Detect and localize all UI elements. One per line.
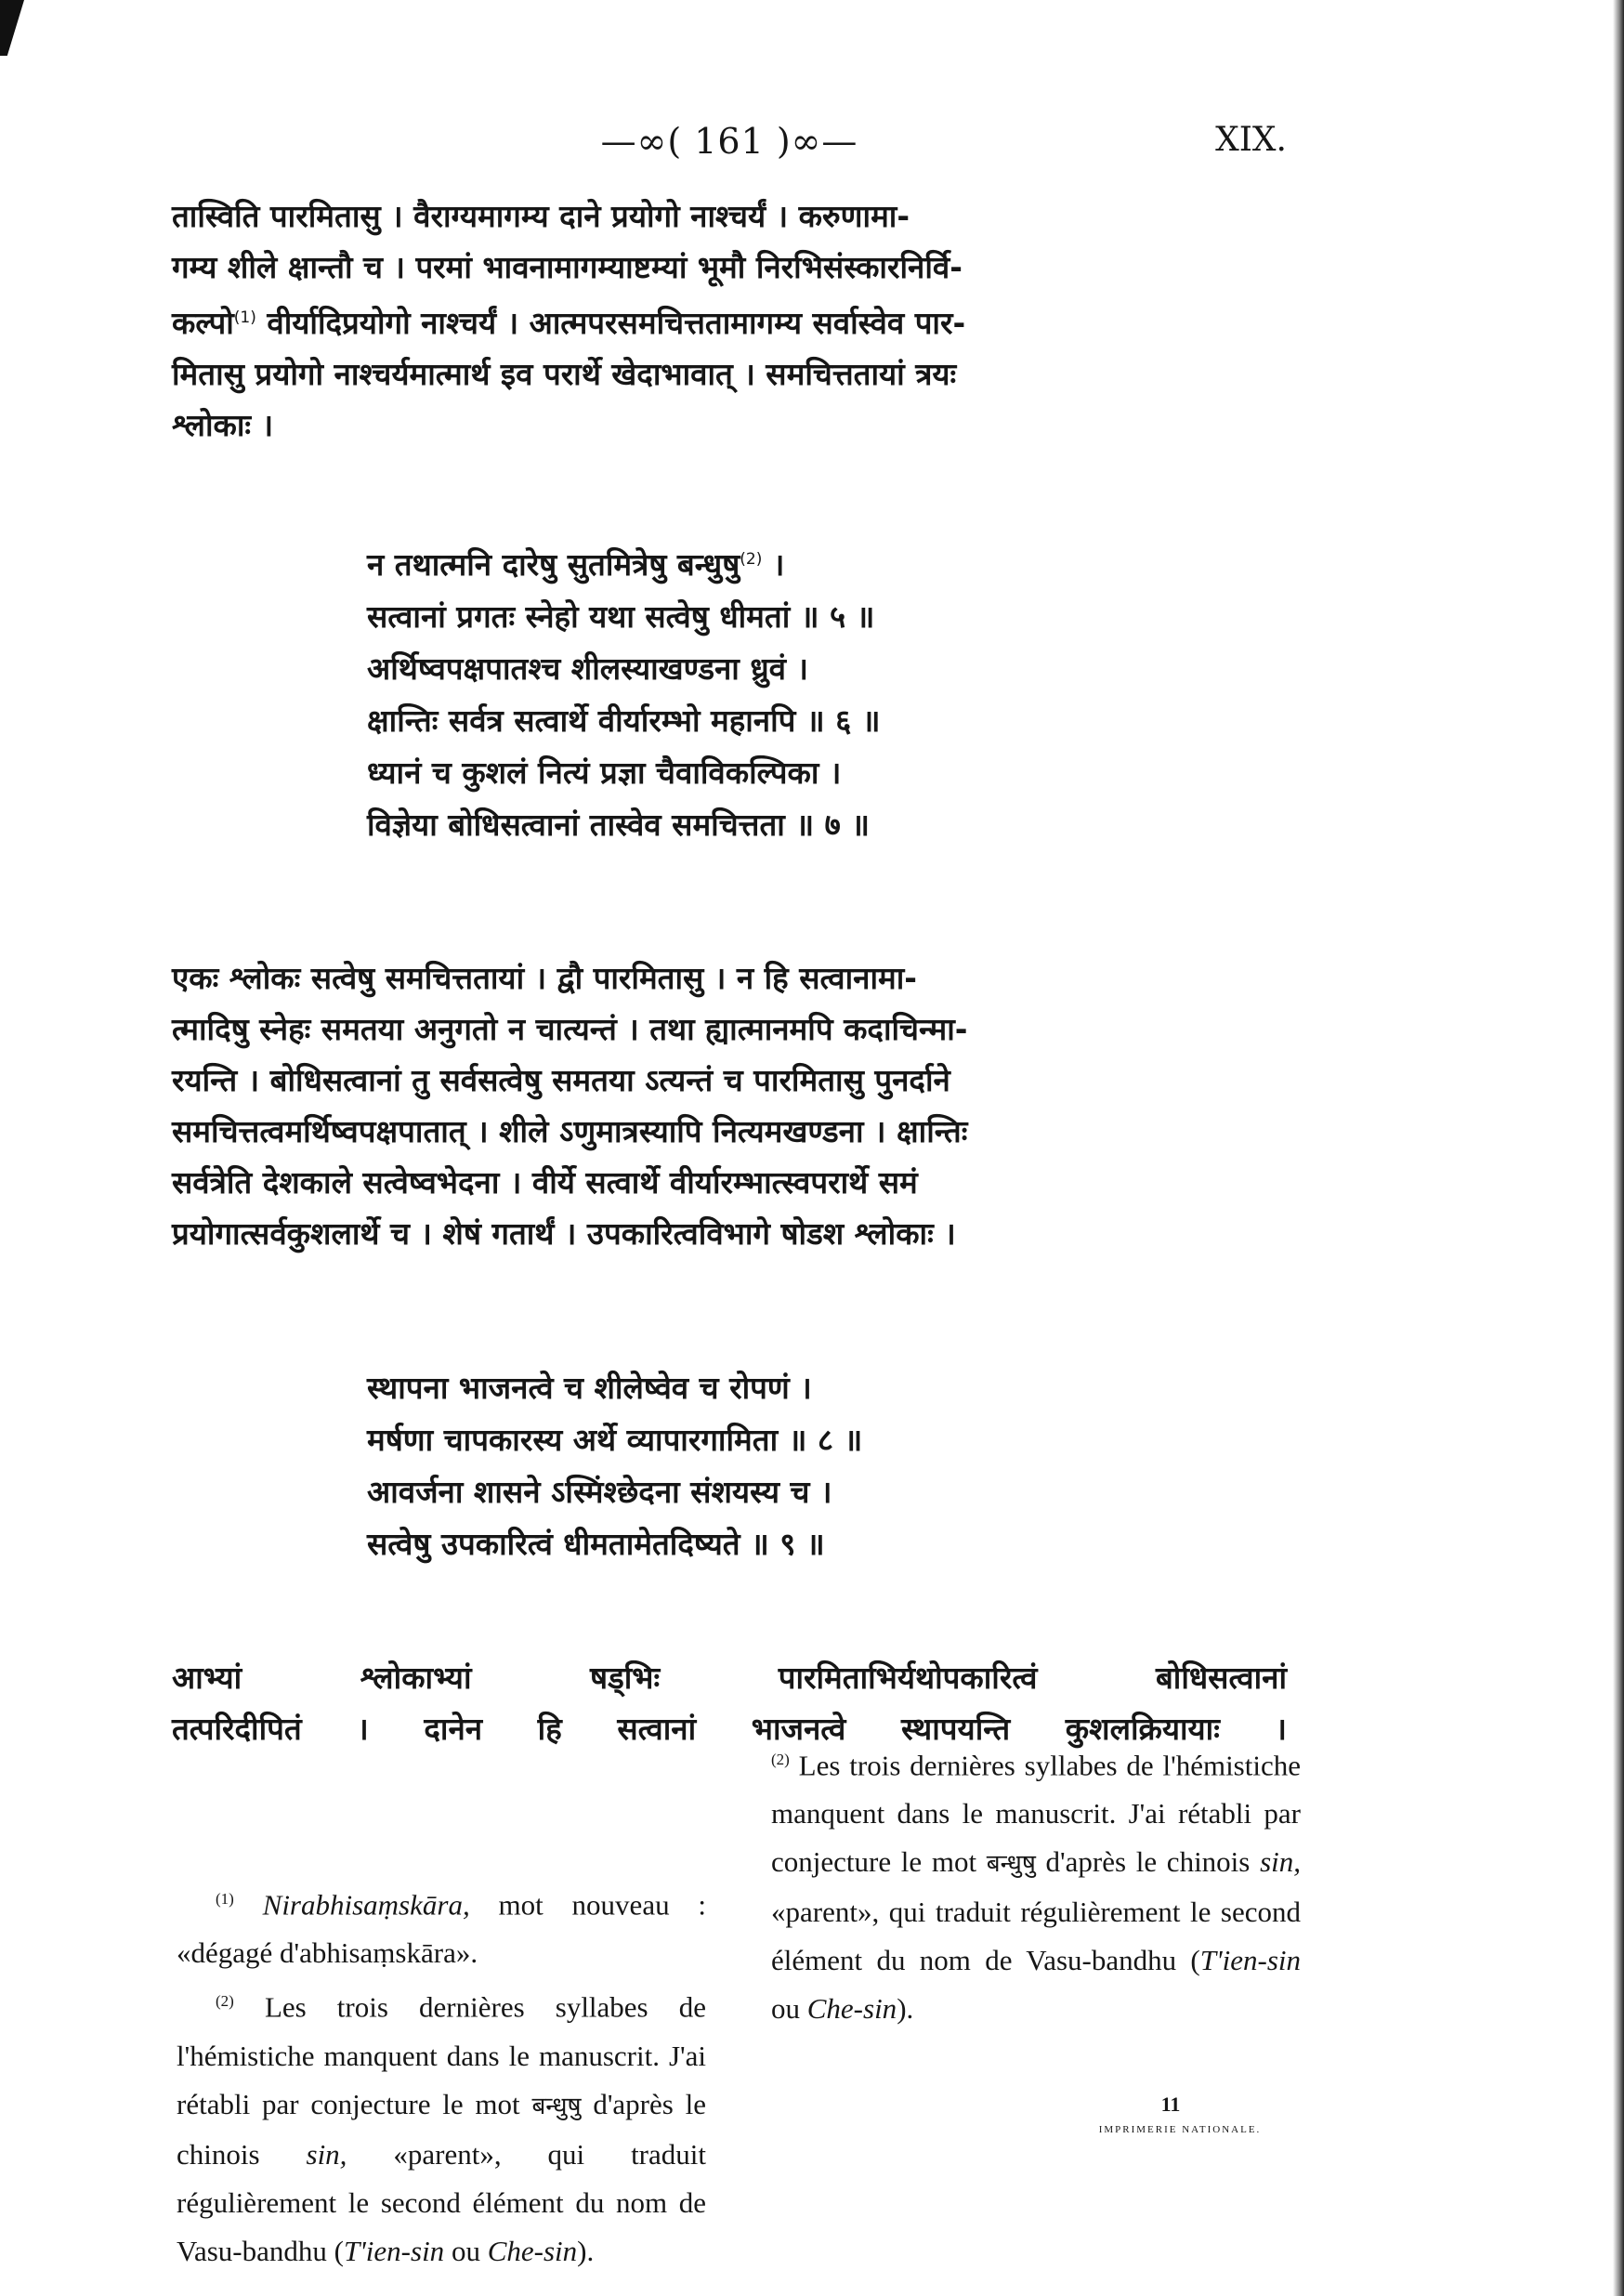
verse-line: मर्षणा चापकारस्य अर्थे व्यापारगामिता ॥ ८ ॥ (367, 1422, 863, 1458)
footnote-continuation (771, 1736, 1301, 2026)
prose-line: श्लोकाः । (172, 407, 274, 443)
footnote-text: ou (771, 1992, 807, 2026)
footnote-text: d'après le chinois (1035, 1845, 1261, 1879)
scan-edge-shadow (1613, 0, 1624, 2296)
footnote-italic: Che-sin (806, 1992, 897, 2026)
verse-line: स्थापना भाजनत्वे च शीलेष्वेव च रोपणं । (367, 1370, 812, 1406)
verse-line: सत्वानां प्रगतः स्नेहो यथा सत्वेषु धीमतां ॥ ५ ॥ (367, 598, 875, 635)
footnote-text: d'après le chinois (177, 2087, 706, 2171)
prose-line: सर्वत्रेति देशकाले सत्वेष्वभेदना । वीर्ये सत्वार्थे वीर्यारम्भात्स्वपरार्थे समं (172, 1164, 918, 1200)
footnote-1 (177, 1875, 706, 1977)
verse-line: सत्वेषु उपकारित्वं धीमतामेतदिष्यते ॥ ९ ॥ (367, 1526, 825, 1562)
prose-fragment: वीर्यादिप्रयोगो नाश्चर्यं । आत्मपरसमचित्ततामागम्य सर्वास्वेव पार- (255, 305, 966, 341)
footnote-italic: sin, (306, 2137, 347, 2171)
footnote-devanagari: बन्धुषु (531, 2092, 582, 2120)
verse-line: ध्यानं च कुशलं नित्यं प्रज्ञा चैवाविकल्पिका । (367, 754, 842, 791)
footnote-ref-2: (2) (740, 550, 763, 569)
footnote-text: «parent», qui traduit régulièrement le second élément du nom de Vasu-bandhu ( (177, 2137, 706, 2267)
footnote-text: ). (577, 2234, 595, 2267)
commentary-paragraph-1 (172, 190, 1287, 451)
footnote-ref-1: (1) (233, 308, 256, 327)
page-number: —∞( 161 )∞— (600, 121, 858, 162)
footnote-column-right (771, 1749, 1301, 2026)
verse-line (367, 533, 1203, 591)
prose-line: तास्विति पारमितासु । वैराग्यमागम्य दाने प्रयोगो नाश्चर्यं । करुणामा- (172, 198, 910, 234)
footnote-column-left (177, 1875, 706, 2267)
verse-fragment: न तथात्मनि दारेषु सुतमित्रेषु बन्धुषु (367, 546, 740, 583)
prose-line: रयन्ति । बोधिसत्वानां तु सर्वसत्वेषु समतया ऽत्यन्तं च पारमितासु पुनर्दाने (172, 1062, 950, 1098)
footnote-text: Les trois dernières syllabes de l'hémistiche manquent dans le manuscrit. J'ai rétabli par conjecture le mot (177, 1990, 706, 2120)
commentary-paragraph-2 (172, 952, 1287, 1259)
prose-line: तत्परिदीपितं । दानेन हि सत्वानां भाजनत्वे स्थापयन्ति कुशलक्रियायाः । (172, 1711, 1287, 1747)
verse-block-2 (367, 1362, 1203, 1570)
verse-block-1 (367, 533, 1203, 851)
footnote-text: Les trois dernières syllabes de l'hémistiche manquent dans le manuscrit. J'ai rétabli par conjecture le mot (771, 1749, 1301, 1879)
footnote-mark-2: (2) (771, 1751, 790, 1768)
footnote-2 (177, 1977, 706, 2275)
prose-line: प्रयोगात्सर्वकुशलार्थे च । शेषं गतार्थं । उपकारित्वविभागे षोडश श्लोकाः । (172, 1215, 956, 1252)
verse-line: आवर्जना शासने ऽस्मिंश्छेदना संशयस्य च । (367, 1474, 832, 1510)
verse-line: अर्थिष्वपक्षपातश्च शीलस्याखण्डना ध्रुवं । (367, 650, 808, 687)
running-head (0, 121, 1624, 177)
footnote-text: «parent», qui traduit régulièrement le second élément du nom de Vasu-bandhu ( (771, 1896, 1301, 1977)
scan-corner-artifact (0, 0, 24, 56)
prose-line: आभ्यां श्लोकाभ्यां षड्भिः पारमिताभिर्यथोपकारित्वं बोधिसत्वानां (172, 1660, 1287, 1696)
footnote-text: mot nouveau : «dégagé d'abhisaṃskāra». (177, 1888, 706, 1970)
footnote-italic: T'ien-sin (343, 2234, 445, 2267)
footnote-italic: sin, (1260, 1845, 1301, 1879)
footnote-italic: T'ien-sin (1199, 1944, 1301, 1977)
verse-line: क्षान्तिः सर्वत्र सत्वार्थे वीर्यारम्भो महानपि ॥ ६ ॥ (367, 702, 881, 739)
prose-line (172, 293, 1287, 348)
prose-line: त्मादिषु स्नेहः समतया अनुगतो न चात्यन्तं । तथा ह्यात्मानमपि कदाचिन्मा- (172, 1011, 968, 1047)
footnote-mark-2: (2) (216, 1992, 234, 2011)
footnote-2-continued (771, 1736, 1301, 2033)
verse-fragment: । (762, 546, 785, 583)
signature-mark: 11 (1160, 2093, 1181, 2116)
footnote-italic: Che-sin (487, 2234, 578, 2267)
section-number: XIX. (1215, 121, 1287, 159)
verse-line: विज्ञेया बोधिसत्वानां तास्वेव समचित्तता ॥ ७ ॥ (367, 807, 870, 843)
prose-line: गम्य शीले क्षान्तौ च । परमां भावनामागम्याष्टम्यां भूमौ निरभिसंस्कारनिर्वि- (172, 249, 963, 285)
prose-line: मितासु प्रयोगो नाश्चर्यमात्मार्थ इव परार्थे खेदाभावात् । समचित्ततायां त्रयः (172, 356, 957, 392)
printer-imprint: IMPRIMERIE NATIONALE. (1098, 2124, 1262, 2135)
footnote-devanagari: बन्धुषु (986, 1850, 1036, 1879)
footnote-text: ou (444, 2234, 488, 2267)
prose-line: समचित्तत्वमर्थिष्वपक्षपातात् । शीले ऽणुमात्रस्यापि नित्यमखण्डना । क्षान्तिः (172, 1113, 968, 1149)
footnote-text: ). (897, 1992, 914, 2026)
prose-fragment: कल्पो (172, 305, 234, 341)
prose-line: एकः श्लोकः सत्वेषु समचित्ततायां । द्वौ पारमितासु । न हि सत्वानामा- (172, 960, 917, 996)
footnote-mark-1: (1) (216, 1890, 234, 1908)
footnote-term: Nirabhisaṃskāra, (262, 1888, 470, 1922)
